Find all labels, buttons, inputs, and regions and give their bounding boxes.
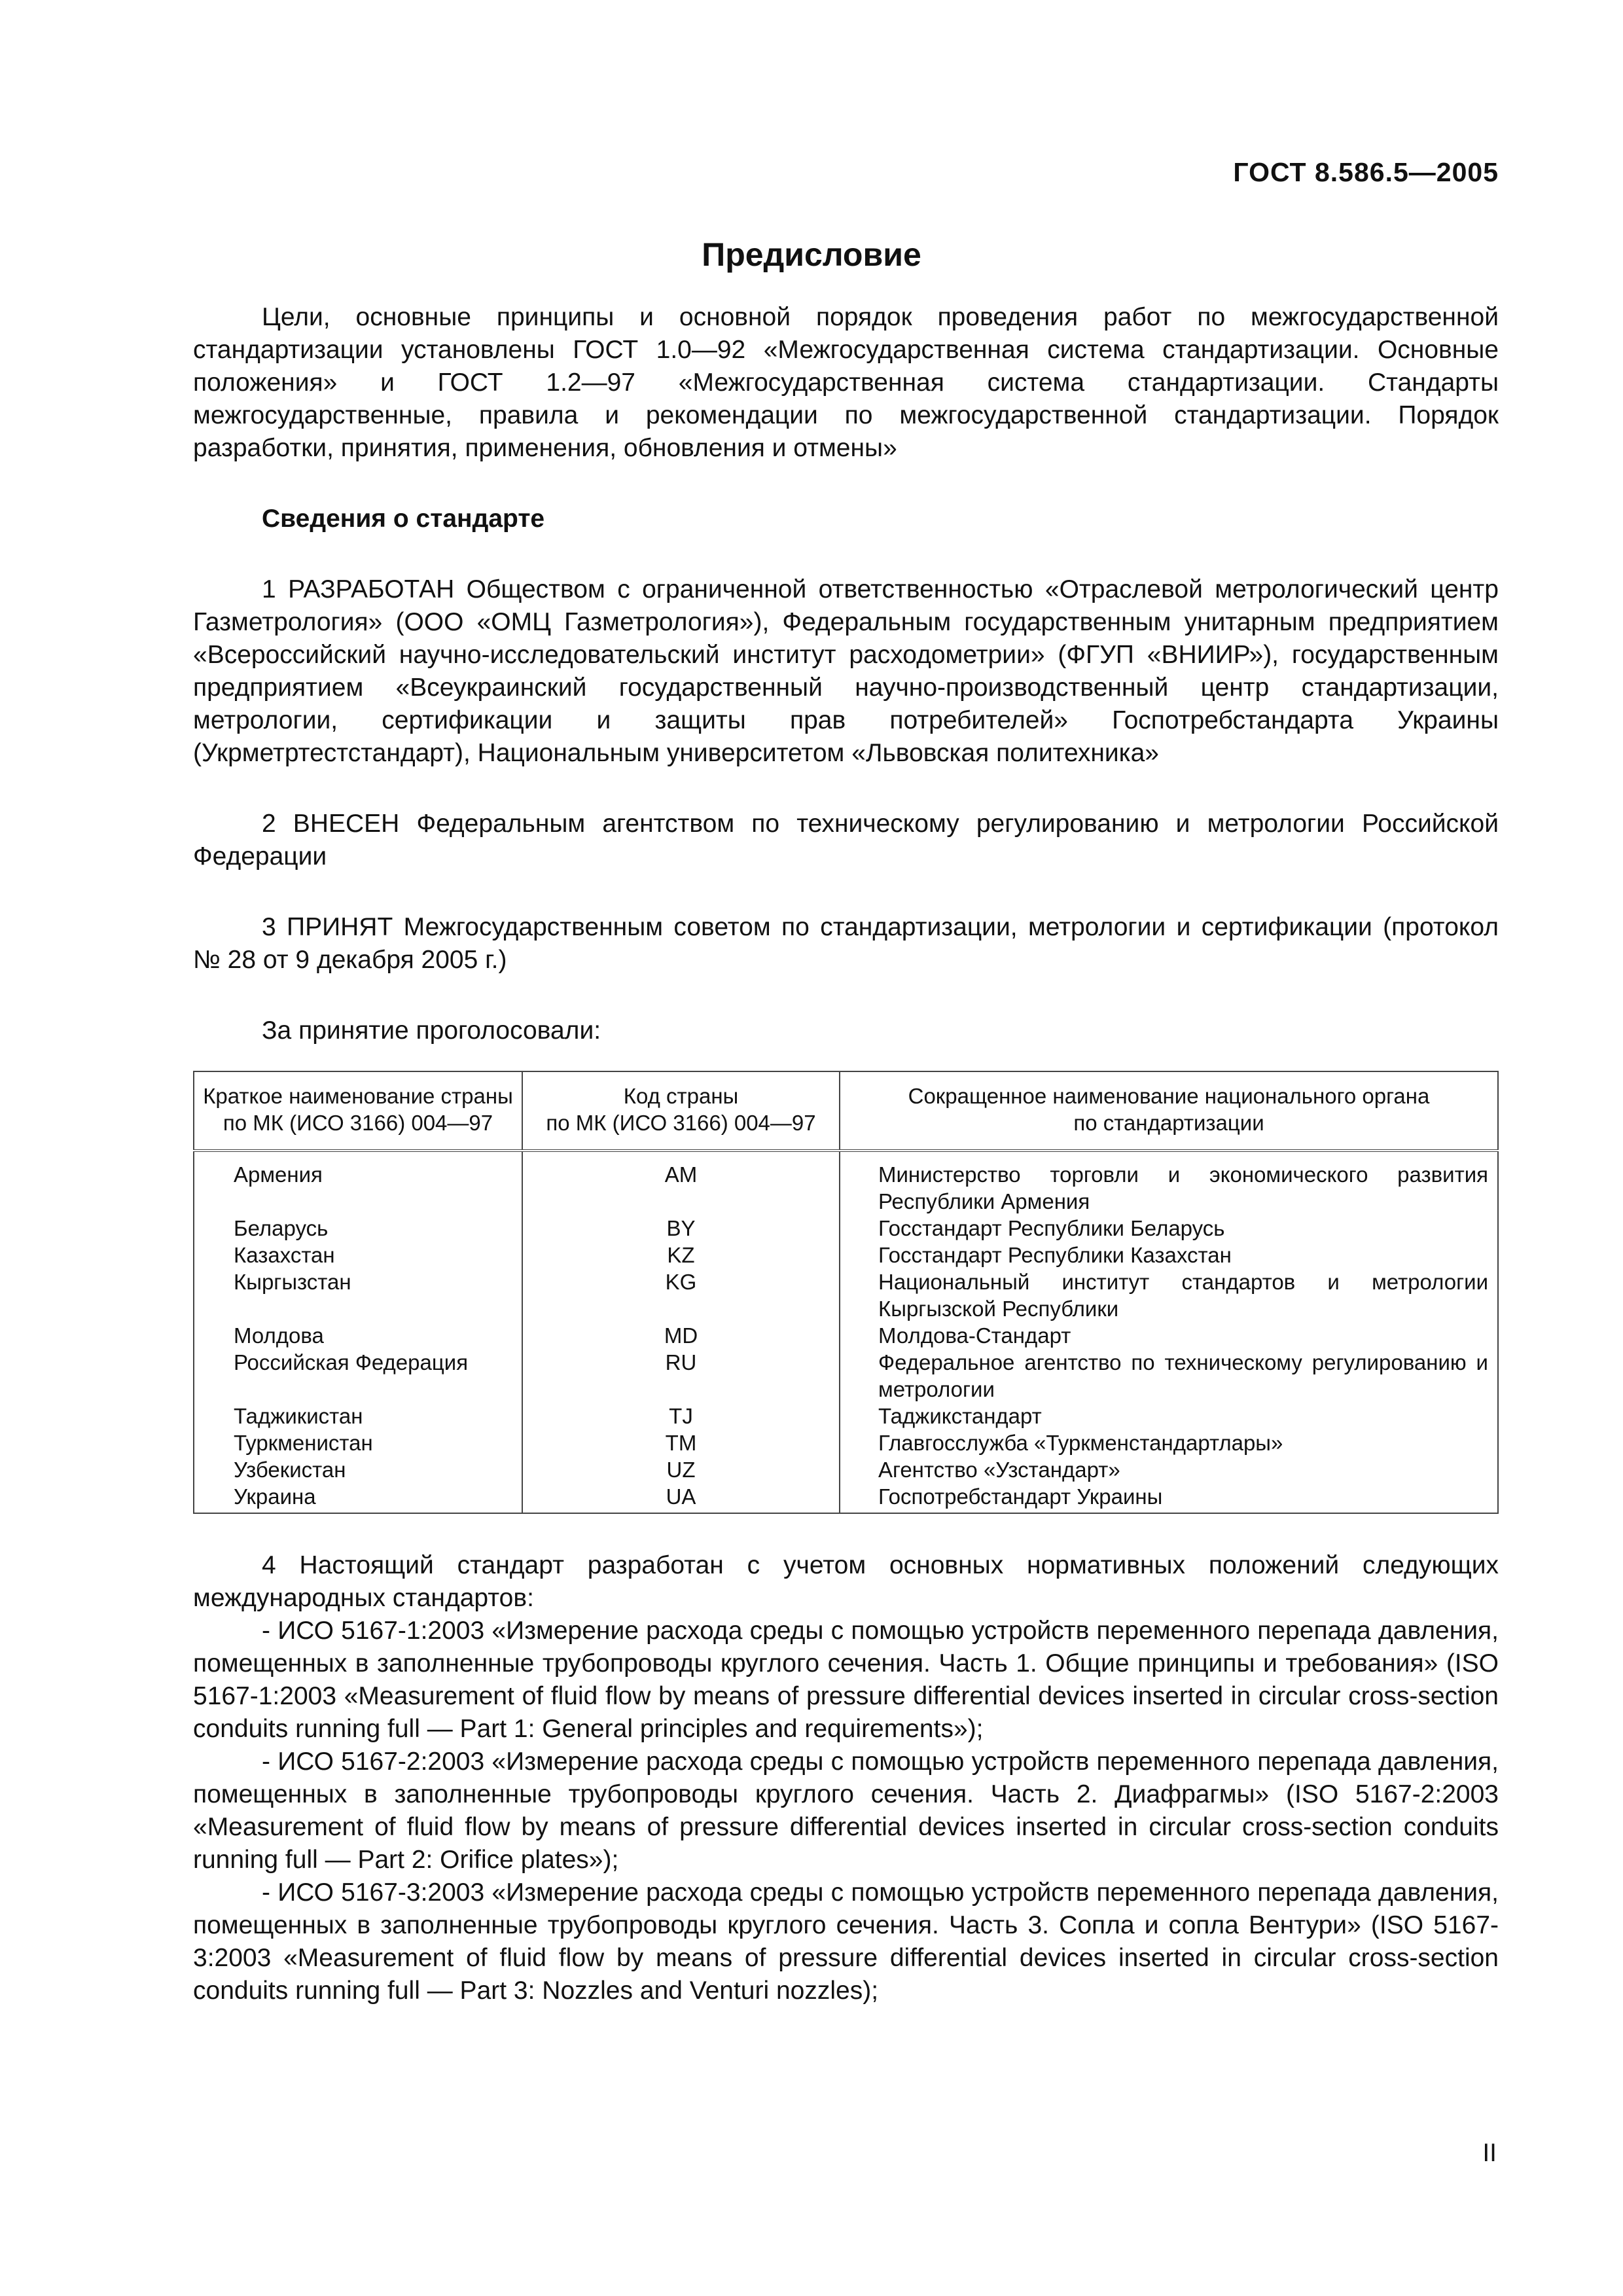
cell-code: BY: [522, 1215, 840, 1242]
header-country-line1: Краткое наименование страны: [203, 1084, 513, 1108]
cell-org: Федеральное агентство по техническому регулированию и метрологии: [840, 1349, 1498, 1403]
cell-code: UA: [522, 1483, 840, 1513]
header-national-body: [840, 1071, 1498, 1151]
item-4-paragraph: 4 Настоящий стандарт разработан с учетом основных нормативных положений следующих международных стандартов:: [193, 1551, 1499, 1612]
table-row: [194, 1268, 1498, 1322]
header-code-line1: Код страны: [623, 1084, 739, 1108]
vote-label: За принятие проголосовали:: [262, 1016, 601, 1045]
cell-country: Кыргызстан: [194, 1268, 522, 1322]
cell-country: Украина: [194, 1483, 522, 1513]
cell-country: Туркменистан: [194, 1429, 522, 1456]
header-country-name: [194, 1071, 522, 1151]
cell-code: AM: [522, 1151, 840, 1215]
item-1-paragraph: 1 РАЗРАБОТАН Обществом с ограниченной ответственностью «Отраслевой метрологический центр Газметрология» (ООО «ОМЦ Газметрология»), Федеральным государственным унитарным предприятием «Всероссийский научно-исследовательский институт расходометрии» (ФГУП «ВНИИР»), государственным предприятием «Всеукраинский государственный научно-производственный центр стандартизации, метрологии, сертификации и защиты прав потребителей» Госпотребстандарта Украины (Укрметртестстандарт), Национальным университетом «Львовская политехника»: [193, 575, 1499, 767]
table-row: [194, 1349, 1498, 1403]
cell-country: Узбекистан: [194, 1456, 522, 1483]
header-body-line1: Сокращенное наименование национального органа: [908, 1084, 1430, 1108]
cell-code: TM: [522, 1429, 840, 1456]
cell-org: Госпотребстандарт Украины: [840, 1483, 1498, 1513]
vote-table: [193, 1071, 1499, 1514]
header-country-line2: по МК (ИСО 3166) 004—97: [223, 1111, 493, 1135]
cell-code: TJ: [522, 1403, 840, 1429]
document-code: ГОСТ 8.586.5—2005: [1233, 157, 1499, 187]
cell-country: Армения: [194, 1151, 522, 1215]
header-country-code: [522, 1071, 840, 1151]
cell-org: Госстандарт Республики Беларусь: [840, 1215, 1498, 1242]
cell-org: Главгосслужба «Туркменстандартлары»: [840, 1429, 1498, 1456]
cell-country: Беларусь: [194, 1215, 522, 1242]
table-row: [194, 1151, 1498, 1215]
table-row: [194, 1483, 1498, 1513]
cell-code: KZ: [522, 1242, 840, 1268]
cell-code: MD: [522, 1322, 840, 1349]
iso-item-1: - ИСО 5167-1:2003 «Измерение расхода среды с помощью устройств переменного перепада давления, помещенных в заполненные трубопроводы круглого сечения. Часть 1. Общие принципы и требования» (ISO 5167-1:2003 «Measurement of fluid flow by means of pressure differential devices inserted in circular cross-section conduits running full — Part 1: General principles and requirements»);: [193, 1617, 1499, 1743]
table-row: [194, 1242, 1498, 1268]
cell-code: KG: [522, 1268, 840, 1322]
table-header-row: [194, 1071, 1498, 1151]
cell-org: Таджикстандарт: [840, 1403, 1498, 1429]
iso-item-2: - ИСО 5167-2:2003 «Измерение расхода среды с помощью устройств переменного перепада давления, помещенных в заполненные трубопроводы круглого сечения. Часть 2. Диафрагмы» (ISO 5167-2:2003 «Measurement of fluid flow by means of pressure differential devices inserted in circular cross-section conduits running full — Part 2: Orifice plates»);: [193, 1748, 1499, 1874]
cell-org: Национальный институт стандартов и метрологии Кыргызской Республики: [840, 1268, 1498, 1322]
cell-country: Казахстан: [194, 1242, 522, 1268]
cell-country: Российская Федерация: [194, 1349, 522, 1403]
table-row: [194, 1429, 1498, 1456]
header-body-line2: по стандартизации: [1073, 1111, 1264, 1135]
cell-org: Агентство «Узстандарт»: [840, 1456, 1498, 1483]
cell-code: RU: [522, 1349, 840, 1403]
cell-country: Таджикистан: [194, 1403, 522, 1429]
iso-item-3: - ИСО 5167-3:2003 «Измерение расхода среды с помощью устройств переменного перепада давления, помещенных в заполненные трубопроводы круглого сечения. Часть 3. Сопла и сопла Вентури» (ISO 5167-3:2003 «Measurement of fluid flow by means of pressure differential devices inserted in circular cross-section conduits running full — Part 3: Nozzles and Venturi nozzles);: [193, 1878, 1499, 2005]
cell-org: Министерство торговли и экономического развития Республики Армения: [840, 1151, 1498, 1215]
cell-org: Молдова-Стандарт: [840, 1322, 1498, 1349]
page-content: [193, 301, 1499, 2007]
cell-code: UZ: [522, 1456, 840, 1483]
cell-org: Госстандарт Республики Казахстан: [840, 1242, 1498, 1268]
item-2-paragraph: 2 ВНЕСЕН Федеральным агентством по техническому регулированию и метрологии Российской Федерации: [193, 810, 1499, 870]
header-code-line2: по МК (ИСО 3166) 004—97: [546, 1111, 816, 1135]
table-row: [194, 1456, 1498, 1483]
page-title: Предисловие: [702, 236, 921, 273]
table-row: [194, 1403, 1498, 1429]
cell-country: Молдова: [194, 1322, 522, 1349]
table-row: [194, 1215, 1498, 1242]
section-heading: Сведения о стандарте: [262, 505, 545, 533]
table-row: [194, 1322, 1498, 1349]
page-number: II: [1482, 2139, 1497, 2167]
intro-paragraph: Цели, основные принципы и основной порядок проведения работ по межгосударственной стандартизации установлены ГОСТ 1.0—92 «Межгосударственная система стандартизации. Основные положения» и ГОСТ 1.2—97 «Межгосударственная система стандартизации. Стандарты межгосударственные, правила и рекомендации по межгосударственной стандартизации. Порядок разработки, принятия, применения, обновления и отмены»: [193, 303, 1499, 462]
item-3-paragraph: 3 ПРИНЯТ Межгосударственным советом по стандартизации, метрологии и сертификации (протокол № 28 от 9 декабря 2005 г.): [193, 913, 1499, 974]
